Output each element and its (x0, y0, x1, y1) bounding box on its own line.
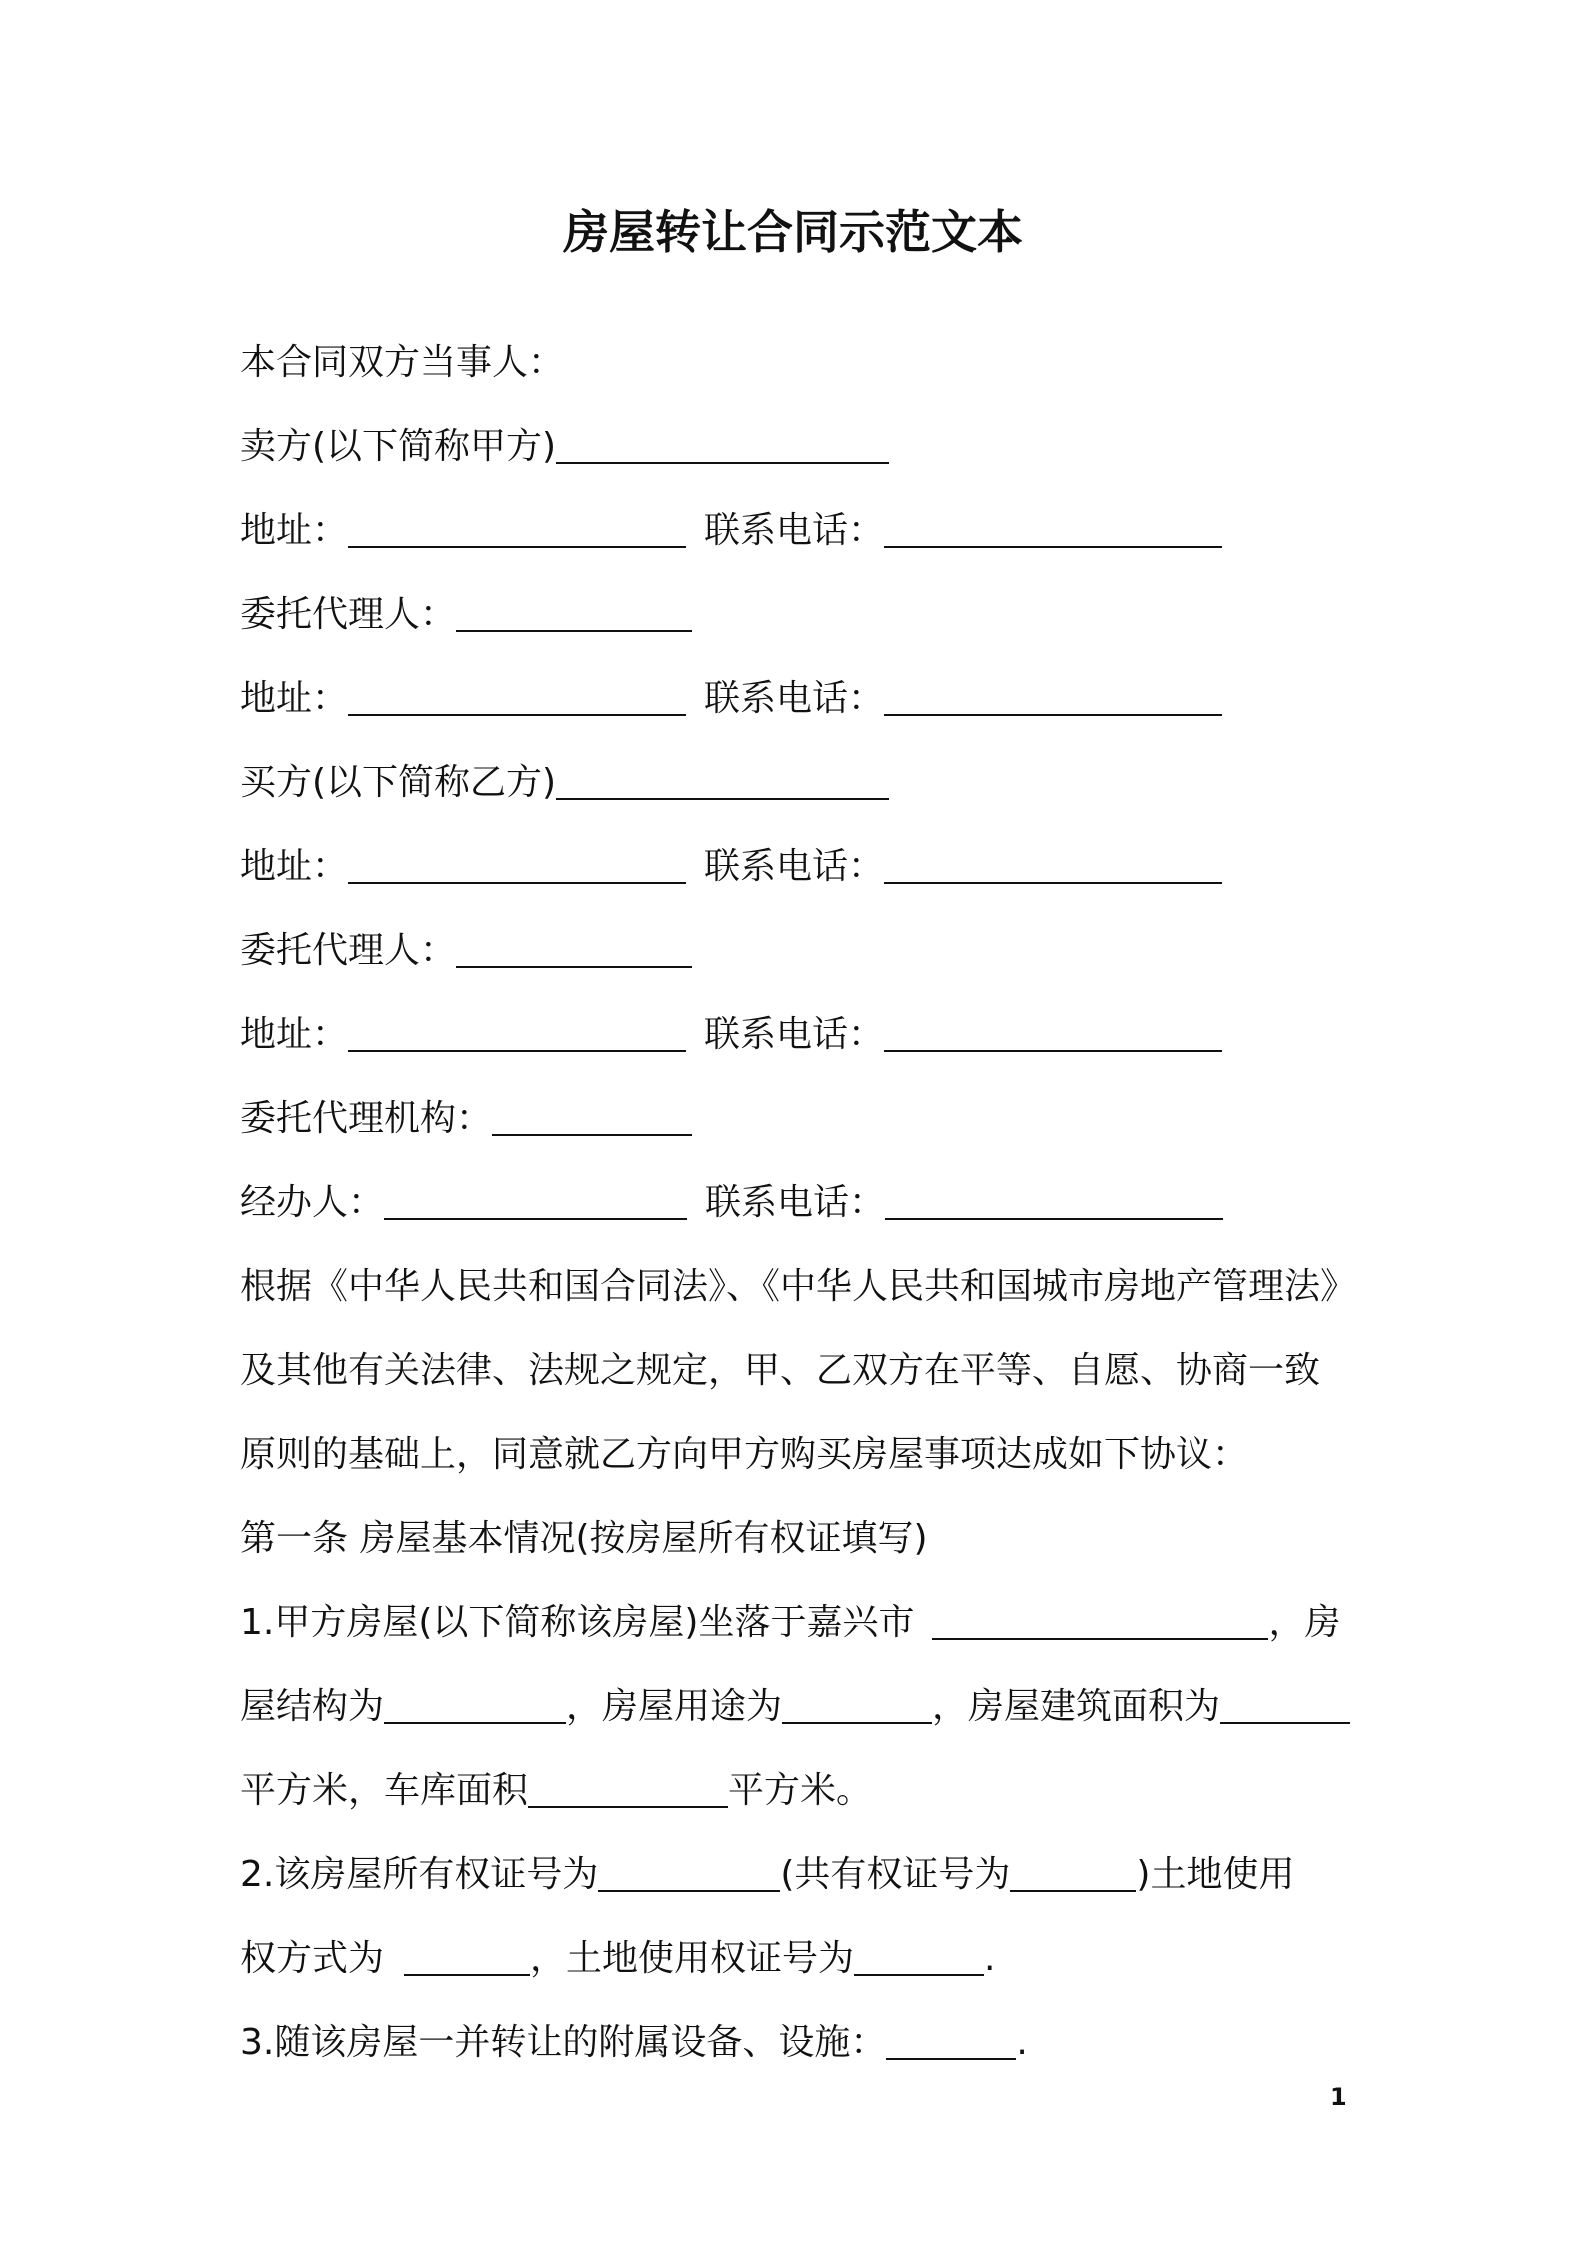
seller-address-blank[interactable] (348, 504, 686, 548)
seller-phone-blank[interactable] (884, 504, 1222, 548)
item-2-period: . (984, 1938, 996, 1979)
location-blank[interactable] (932, 1596, 1268, 1640)
buyer-blank[interactable] (556, 756, 889, 800)
document-title: 房屋转让合同示范文本 (563, 205, 1023, 259)
item-3-period: . (1016, 2022, 1028, 2063)
buyer-address-line (240, 837, 1222, 897)
buyer-phone-blank[interactable] (884, 840, 1222, 884)
seller-agent-line (240, 585, 692, 645)
area-blank[interactable] (1220, 1680, 1350, 1724)
item-2-line-1 (240, 1845, 1294, 1905)
facilities-label: 3.随该房屋一并转让的附属设备、设施： (240, 2022, 887, 2063)
phone-label: 联系电话： (704, 1014, 885, 1055)
basis-line-1 (240, 1257, 1356, 1317)
ownership-cert-blank[interactable] (598, 1848, 780, 1892)
land-use-label: )土地使用 (1136, 1854, 1295, 1895)
structure-blank[interactable] (384, 1680, 566, 1724)
area-label: ，房屋建筑面积为 (932, 1686, 1221, 1727)
ownership-cert-label: 2.该房屋所有权证号为 (240, 1854, 599, 1895)
seller-agent-phone-blank[interactable] (884, 672, 1222, 716)
buyer-address-blank[interactable] (348, 840, 686, 884)
article-1-text: 第一条 房屋基本情况(按房屋所有权证填写) (240, 1518, 928, 1559)
handler-blank[interactable] (384, 1176, 687, 1220)
item-2-line-2 (240, 1929, 995, 1989)
page-number: 1 (1330, 2083, 1347, 2111)
agent-label: 委托代理人： (240, 594, 457, 635)
item-1-line-1 (240, 1593, 1340, 1653)
phone-label: 联系电话： (704, 846, 885, 887)
seller-blank[interactable] (556, 420, 889, 464)
seller-agent-address-line (240, 669, 1222, 729)
seller-label: 卖方(以下简称甲方) (240, 426, 557, 467)
phone-label: 联系电话： (705, 1182, 886, 1223)
buyer-agent-address-line (240, 1005, 1222, 1065)
address-label: 地址： (240, 678, 349, 719)
phone-label: 联系电话： (704, 678, 885, 719)
basis-text-3: 原则的基础上，同意就乙方向甲方购买房屋事项达成如下协议： (240, 1434, 1249, 1475)
handler-line (240, 1173, 1223, 1233)
item-1-location-label: 1.甲方房屋(以下简称该房屋)坐落于嘉兴市 (240, 1602, 915, 1643)
parties-label: 本合同双方当事人： (240, 342, 565, 383)
seller-address-line (240, 501, 1222, 561)
facilities-blank[interactable] (886, 2016, 1016, 2060)
buyer-agent-phone-blank[interactable] (884, 1008, 1222, 1052)
basis-line-3 (240, 1425, 1248, 1485)
structure-label: 屋结构为 (240, 1686, 385, 1727)
co-ownership-label: (共有权证号为 (780, 1854, 1011, 1895)
seller-agent-address-blank[interactable] (348, 672, 686, 716)
agency-label: 委托代理机构： (240, 1098, 493, 1139)
address-label: 地址： (240, 510, 349, 551)
parties-line (240, 333, 564, 393)
land-cert-label: ，土地使用权证号为 (530, 1938, 855, 1979)
agency-line (240, 1089, 692, 1149)
basis-text-1: 根据《中华人民共和国合同法》、《中华人民共和国城市房地产管理法》 (240, 1266, 1357, 1307)
usage-label: ，房屋用途为 (566, 1686, 783, 1727)
buyer-agent-address-blank[interactable] (348, 1008, 686, 1052)
handler-label: 经办人： (240, 1182, 385, 1223)
basis-text-2: 及其他有关法律、法规之规定，甲、乙双方在平等、自愿、协商一致 (240, 1350, 1321, 1391)
item-1-line-3 (240, 1761, 872, 1821)
usage-blank[interactable] (782, 1680, 932, 1724)
agent-label: 委托代理人： (240, 930, 457, 971)
garage-area-blank[interactable] (528, 1764, 728, 1808)
land-cert-blank[interactable] (854, 1932, 984, 1976)
item-3-line (240, 2013, 1028, 2073)
land-method-label: 权方式为 (240, 1938, 385, 1979)
item-1-line-2 (240, 1677, 1350, 1737)
buyer-line (240, 753, 889, 813)
handler-phone-blank[interactable] (885, 1176, 1223, 1220)
article-1-heading (240, 1509, 928, 1569)
phone-label: 联系电话： (704, 510, 885, 551)
address-label: 地址： (240, 1014, 349, 1055)
buyer-agent-blank[interactable] (456, 924, 692, 968)
basis-line-2 (240, 1341, 1320, 1401)
buyer-agent-line (240, 921, 692, 981)
sqm-label: 平方米。 (728, 1770, 873, 1811)
buyer-label: 买方(以下简称乙方) (240, 762, 557, 803)
land-method-blank[interactable] (404, 1932, 530, 1976)
seller-agent-blank[interactable] (456, 588, 692, 632)
co-ownership-blank[interactable] (1010, 1848, 1136, 1892)
address-label: 地址： (240, 846, 349, 887)
seller-line (240, 417, 889, 477)
item-1-house-label: ，房 (1268, 1602, 1341, 1643)
agency-blank[interactable] (492, 1092, 692, 1136)
garage-label: 平方米，车库面积 (240, 1770, 529, 1811)
